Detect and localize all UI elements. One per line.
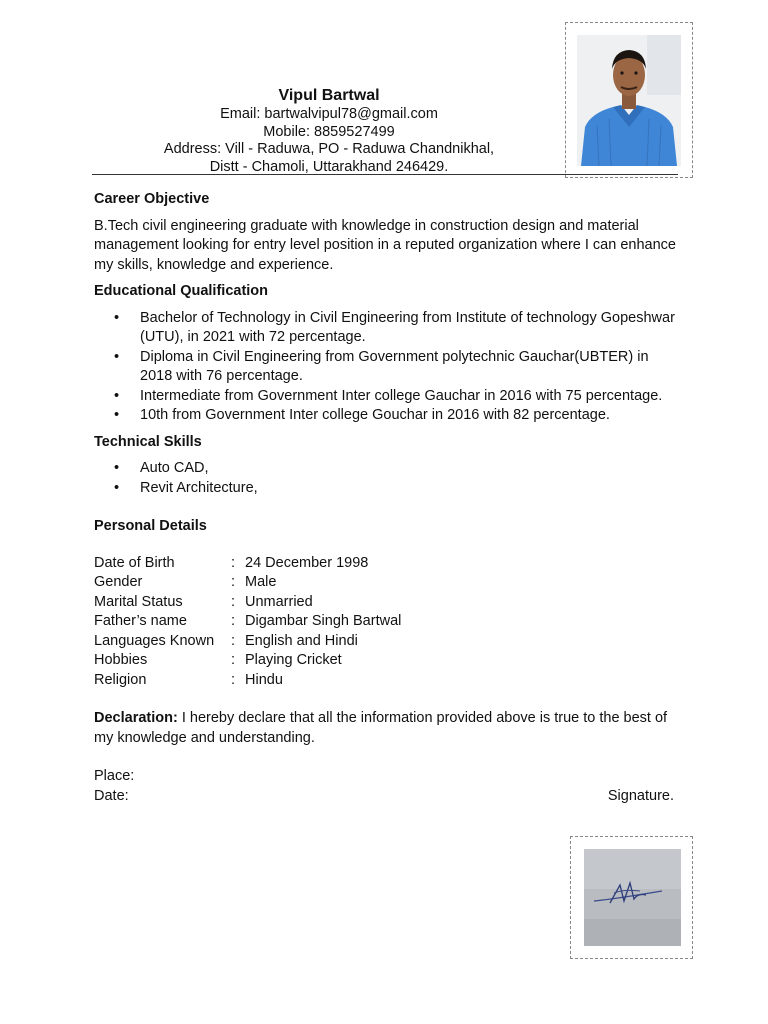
- signature-label: Signature.: [607, 787, 674, 804]
- personal-details-title: Personal Details: [94, 518, 207, 534]
- date-signature-row: [94, 787, 684, 807]
- candidate-name: Vipul Bartwal: [278, 87, 380, 104]
- detail-value: Unmarried: [245, 593, 313, 610]
- list-item: • Auto CAD,: [94, 459, 684, 479]
- table-row: [94, 651, 401, 671]
- career-objective-text: B.Tech civil engineering graduate with knowledge in construction design and material management looking for entry level position in a reputed organization where I can enhance my skills, knowledge and experience.: [94, 217, 676, 273]
- education-title: Educational Qualification: [94, 283, 269, 299]
- date-label: Date:: [94, 787, 129, 804]
- detail-separator: :: [231, 554, 236, 571]
- list-item: • 10th from Government Inter college Gouchar in 2016 with 82 percentage.: [94, 406, 684, 426]
- detail-value: Hindu: [245, 671, 283, 688]
- table-row: [94, 632, 401, 652]
- detail-separator: :: [231, 652, 236, 668]
- list-item: • Bachelor of Technology in Civil Engineering from Institute of technology Gopeshwar (UTU), in 2021 with 72 percentage.: [94, 309, 684, 348]
- signature-scribble-icon: [584, 849, 681, 946]
- detail-value: Male: [245, 574, 277, 590]
- detail-separator: :: [231, 613, 236, 629]
- resume-header: [92, 86, 566, 176]
- detail-key: Father’s name: [94, 613, 187, 629]
- detail-key: Religion: [94, 671, 147, 688]
- detail-separator: :: [231, 593, 236, 610]
- skills-list: [94, 459, 684, 498]
- detail-key: Marital Status: [94, 593, 183, 610]
- declaration-text: I hereby declare that all the information provided above is true to the best of my knowledge and understanding.: [94, 710, 668, 746]
- detail-separator: :: [231, 632, 236, 649]
- list-item: • Intermediate from Government Inter college Gauchar in 2016 with 75 percentage.: [94, 387, 684, 407]
- education-list: [94, 309, 684, 426]
- detail-value: Digambar Singh Bartwal: [245, 613, 402, 629]
- table-row: [94, 612, 401, 632]
- email-line: Email: bartwalvipul78@gmail.com: [220, 106, 438, 122]
- detail-key: Date of Birth: [94, 554, 175, 571]
- detail-value: 24 December 1998: [245, 554, 369, 571]
- profile-photo: [577, 35, 681, 166]
- table-row: [94, 573, 401, 593]
- signature-image: [584, 849, 681, 946]
- resume-body: [94, 190, 684, 806]
- table-row: [94, 554, 401, 574]
- detail-key: Languages Known: [94, 632, 215, 649]
- personal-details-table: [94, 554, 401, 691]
- list-item: • Diploma in Civil Engineering from Government polytechnic Gauchar(UBTER) in 2018 with 76 percentage.: [94, 348, 684, 387]
- detail-separator: :: [231, 574, 236, 590]
- technical-skills-title: Technical Skills: [94, 433, 202, 450]
- mobile-line: Mobile: 8859527499: [263, 123, 395, 140]
- address-line-1: Address: Vill - Raduwa, PO - Raduwa Chandnikhal,: [163, 141, 495, 157]
- table-row: [94, 671, 401, 691]
- place-label: Place:: [94, 768, 135, 784]
- career-objective-title: Career Objective: [94, 191, 210, 207]
- declaration-label: Declaration:: [94, 710, 178, 726]
- detail-value: English and Hindi: [245, 632, 358, 649]
- detail-separator: :: [231, 671, 236, 688]
- person-photo-icon: [577, 35, 681, 166]
- detail-value: Playing Cricket: [245, 652, 342, 668]
- declaration: [94, 709, 684, 748]
- address-line-2: Distt - Chamoli, Uttarakhand 246429.: [209, 158, 449, 175]
- detail-key: Hobbies: [94, 652, 148, 668]
- table-row: [94, 593, 401, 613]
- list-item: • Revit Architecture,: [94, 479, 684, 499]
- detail-key: Gender: [94, 574, 143, 590]
